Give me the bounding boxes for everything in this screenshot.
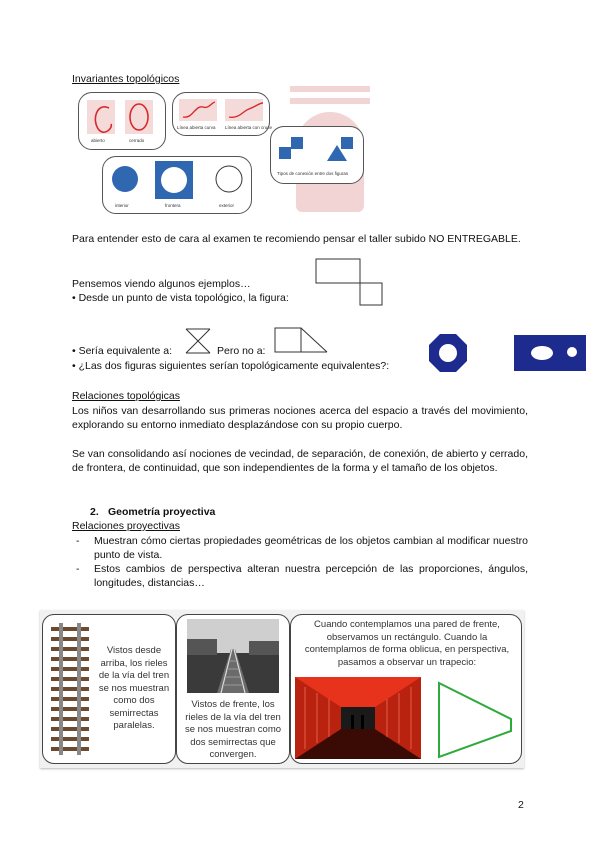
red-tunnel-photo — [295, 677, 421, 759]
blue-shapes-icon — [275, 131, 359, 169]
card-wall-perspective — [290, 614, 522, 764]
label-curve-left: Línea abierta curva — [177, 125, 216, 130]
card-connection — [270, 126, 364, 184]
card-interior-frontera-exterior — [102, 156, 252, 214]
projective-list — [72, 534, 528, 590]
relaciones-proyectivas-heading: Relaciones proyectivas — [72, 520, 180, 532]
page-number: 2 — [518, 799, 524, 811]
label-cerrado: cerrado — [129, 138, 145, 143]
rail-track-icon — [51, 623, 89, 755]
label-connection: Tipos de conexión entre dos figuras — [277, 171, 349, 176]
red-curves-icon — [87, 100, 157, 136]
plate-two-holes-figure — [514, 335, 586, 371]
section-2-number: 2. — [90, 506, 99, 518]
projective-figure — [40, 610, 524, 768]
section-2-title: Geometría proyectiva — [108, 506, 216, 518]
section-heading-invariantes: Invariantes topológicos — [72, 73, 180, 85]
rail-perspective-photo — [187, 619, 279, 693]
region-shapes-icon — [107, 161, 247, 201]
card-open-closed — [78, 92, 166, 150]
octagon-ring-figure — [428, 333, 468, 373]
label-interior: interior — [115, 203, 129, 208]
taller-paragraph: Para entender esto de cara al examen te recomiendo pensar el taller subido NO ENTREGABLE. — [72, 233, 521, 245]
card-curves — [172, 92, 273, 136]
label-abierto: abierto — [91, 138, 105, 143]
card-rails-front — [176, 614, 290, 764]
card-rails-above — [42, 614, 176, 764]
list-item: - Estos cambios de perspectiva alteran nuestra percepción de las proporciones, ángulos, longitudes, distancias… — [72, 562, 528, 590]
card-wall-text: Cuando contemplamos una pared de frente, observamos un rectángulo. Cuando la contemplamos de forma oblicua, en perspectiva, pasamos a observar un trapecio: — [304, 619, 510, 668]
relaciones-paragraph-2: Se van consolidando así nociones de vecindad, de separación, de conexión, de abierto y cerrado, de frontera, de continuidad, que son independientes de la forma y el tamaño de los objetos. — [72, 448, 528, 474]
relaciones-topologicas-heading: Relaciones topológicas — [72, 390, 180, 402]
bullet-question: • ¿Las dos figuras siguientes serían topológicamente equivalentes?: — [72, 360, 390, 372]
bullet-equivalent: • Sería equivalente a: — [72, 345, 172, 357]
examples-intro: Pensemos viendo algunos ejemplos… — [72, 278, 251, 290]
two-squares-figure — [314, 257, 386, 307]
card-rails-front-text: Vistos de frente, los rieles de la vía del tren se nos muestran como dos semirrectas que convergen. — [184, 699, 282, 760]
label-frontera: frontera — [165, 203, 181, 208]
bullet-figure: • Desde un punto de vista topológico, la figura: — [72, 292, 289, 304]
label-exterior: exterior — [219, 203, 235, 208]
label-curve-right: Línea abierta con cruce — [225, 125, 273, 130]
card-rails-above-text: Vistos desde arriba, los rieles de la vía del tren se nos muestran como dos semirrectas paralelas. — [98, 645, 170, 731]
curve-lines-icon — [179, 99, 265, 123]
list-item: - Muestran cómo ciertas propiedades geométricas de los objetos cambian al modificar nuestro punto de vista. — [72, 534, 528, 562]
green-trapezoid-icon — [435, 679, 515, 759]
square-triangle-figure — [273, 326, 331, 356]
hourglass-figure — [184, 327, 214, 355]
relaciones-paragraph-1: Los niños van desarrollando sus primeras nociones acerca del espacio a través del movimiento, explorando su entorno inmediato desplazándose con su propio cuerpo. — [72, 405, 528, 431]
bullet-not-equivalent: Pero no a: — [217, 345, 266, 357]
